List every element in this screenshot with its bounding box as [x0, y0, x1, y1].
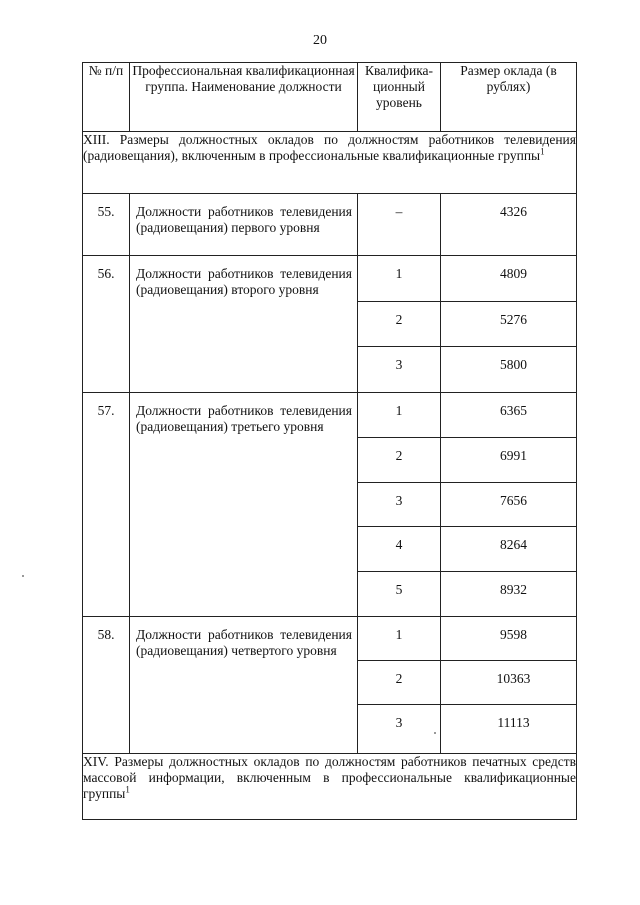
- row-number: 56.: [83, 256, 130, 393]
- salary-value: 7656: [441, 483, 577, 527]
- row-number: 57.: [83, 393, 130, 617]
- salary-value: 4326: [441, 194, 577, 256]
- section-xiv-row: [83, 754, 577, 820]
- salary-value: 11113: [441, 705, 577, 754]
- salary-value: 4809: [441, 256, 577, 302]
- position-name: Должности работников телевидения (радиовещания) четвертого уровня: [130, 617, 358, 754]
- section-xiv-text: XIV. Размеры должностных окладов по должностям работников печатных средств массовой информации, включенным в профессиональные квалификационные группы: [83, 754, 576, 801]
- qualification-level: –: [358, 194, 441, 256]
- header-salary: Размер оклада (в рублях): [441, 63, 577, 132]
- salary-value: 9598: [441, 617, 577, 661]
- table-row: [83, 256, 577, 302]
- salary-value: 5800: [441, 347, 577, 393]
- qualification-level: 2: [358, 661, 441, 705]
- salary-value: 10363: [441, 661, 577, 705]
- qualification-level: 5: [358, 572, 441, 617]
- position-name: Должности работников телевидения (радиовещания) второго уровня: [130, 256, 358, 393]
- salary-value: 6365: [441, 393, 577, 438]
- row-number: 55.: [83, 194, 130, 256]
- table-row: [83, 194, 577, 256]
- qualification-level: 3: [358, 705, 441, 754]
- header-num: № п/п: [83, 63, 130, 132]
- header-level: Квалифика-ционный уровень: [358, 63, 441, 132]
- qualification-level: 2: [358, 302, 441, 347]
- table-row: [83, 393, 577, 438]
- qualification-level: 1: [358, 393, 441, 438]
- section-xiii-text: XIII. Размеры должностных окладов по должностям работников телевидения (радиовещания), включенным в профессиональные квалификационные группы: [83, 132, 576, 163]
- section-xiii-heading: [83, 132, 577, 194]
- position-name: Должности работников телевидения (радиовещания) первого уровня: [130, 194, 358, 256]
- qualification-level: 3: [358, 347, 441, 393]
- table-row: [83, 617, 577, 661]
- scan-speck: [434, 732, 436, 734]
- salary-table: [82, 62, 577, 820]
- salary-value: 8932: [441, 572, 577, 617]
- qualification-level: 4: [358, 527, 441, 572]
- header-group: Профессиональная квалификационная группа. Наименование должности: [130, 63, 358, 132]
- table-header-row: [83, 63, 577, 132]
- salary-value: 8264: [441, 527, 577, 572]
- scan-speck: [22, 575, 24, 577]
- section-xiv-heading: [83, 754, 577, 820]
- row-number: 58.: [83, 617, 130, 754]
- position-name: Должности работников телевидения (радиовещания) третьего уровня: [130, 393, 358, 617]
- section-xiii-row: [83, 132, 577, 194]
- qualification-level: 2: [358, 438, 441, 483]
- section-xiv-footnote: 1: [125, 784, 130, 795]
- salary-value: 5276: [441, 302, 577, 347]
- qualification-level: 1: [358, 256, 441, 302]
- qualification-level: 3: [358, 483, 441, 527]
- section-xiii-footnote: 1: [540, 146, 545, 157]
- page-number: 20: [313, 33, 327, 48]
- qualification-level: 1: [358, 617, 441, 661]
- salary-value: 6991: [441, 438, 577, 483]
